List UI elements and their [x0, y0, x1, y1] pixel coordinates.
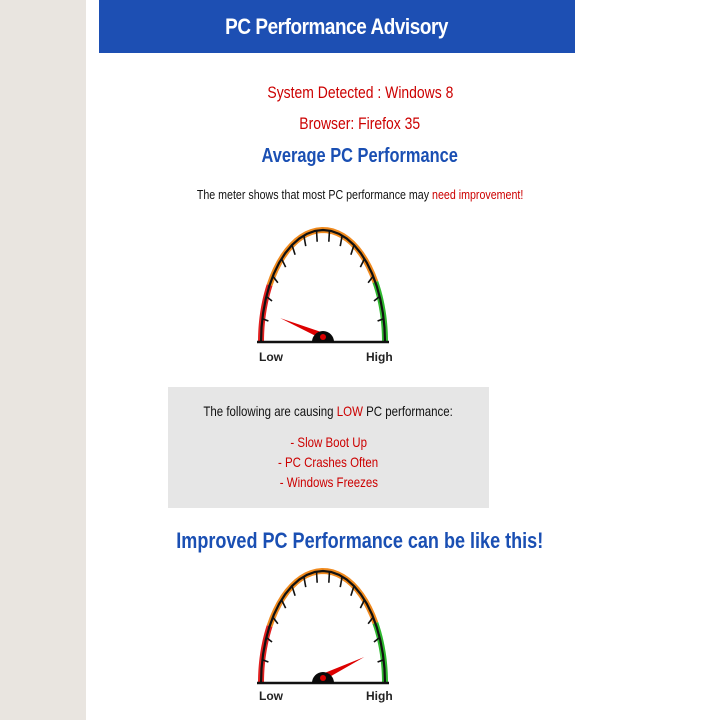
cause-item: - PC Crashes Often [278, 454, 379, 470]
meter-text-highlight: need improvement! [431, 187, 524, 202]
cause-item: - Slow Boot Up [290, 434, 367, 450]
causes-heading-prefix: The following are causing [203, 403, 334, 419]
causes-panel [168, 387, 489, 508]
gauge-current-tick [329, 231, 330, 242]
gauge-improved-arc-orange [270, 571, 376, 626]
gauge-improved-low-label: Low [259, 689, 283, 703]
causes-list [168, 432, 489, 492]
performance-gauge-current [255, 222, 393, 364]
gauge-improved-arc-outline [261, 571, 385, 683]
browser-line [0, 114, 720, 134]
performance-gauge-improved [255, 563, 393, 703]
gauge-current-high-label: High [366, 350, 393, 364]
average-performance-title: Average PC Performance [261, 145, 459, 167]
gauge-current-tick [317, 231, 318, 242]
gauge-current-arc-outline [261, 230, 385, 342]
improved-title-line [0, 528, 720, 554]
average-title-line [0, 145, 720, 168]
causes-heading-highlight: LOW [337, 403, 364, 419]
gauge-current-arc-orange [270, 230, 376, 285]
causes-heading-suffix: PC performance: [366, 403, 454, 419]
system-detected-text: System Detected : Windows 8 [267, 83, 453, 102]
causes-heading [168, 403, 489, 419]
gauge-current-low-label: Low [259, 350, 283, 364]
gauge-current-graphic [255, 222, 391, 347]
cause-item: - Windows Freezes [279, 474, 378, 490]
gauge-improved-hub-pin [320, 675, 326, 681]
improved-performance-title: Improved PC Performance can be like this! [176, 528, 544, 553]
browser-text: Browser: Firefox 35 [299, 114, 421, 133]
left-margin-background [0, 0, 86, 720]
gauge-current-hub-pin [320, 334, 326, 340]
meter-description [197, 187, 523, 202]
page-title: PC Performance Advisory [225, 13, 449, 39]
meter-text-prefix: The meter shows that most PC performance may [196, 187, 430, 202]
gauge-improved-graphic [255, 563, 391, 688]
system-detected-line [0, 83, 720, 103]
gauge-improved-high-label: High [366, 689, 393, 703]
gauge-improved-tick [317, 572, 318, 583]
gauge-improved-tick [329, 572, 330, 583]
header-banner [99, 0, 575, 53]
meter-text-line [0, 186, 720, 204]
